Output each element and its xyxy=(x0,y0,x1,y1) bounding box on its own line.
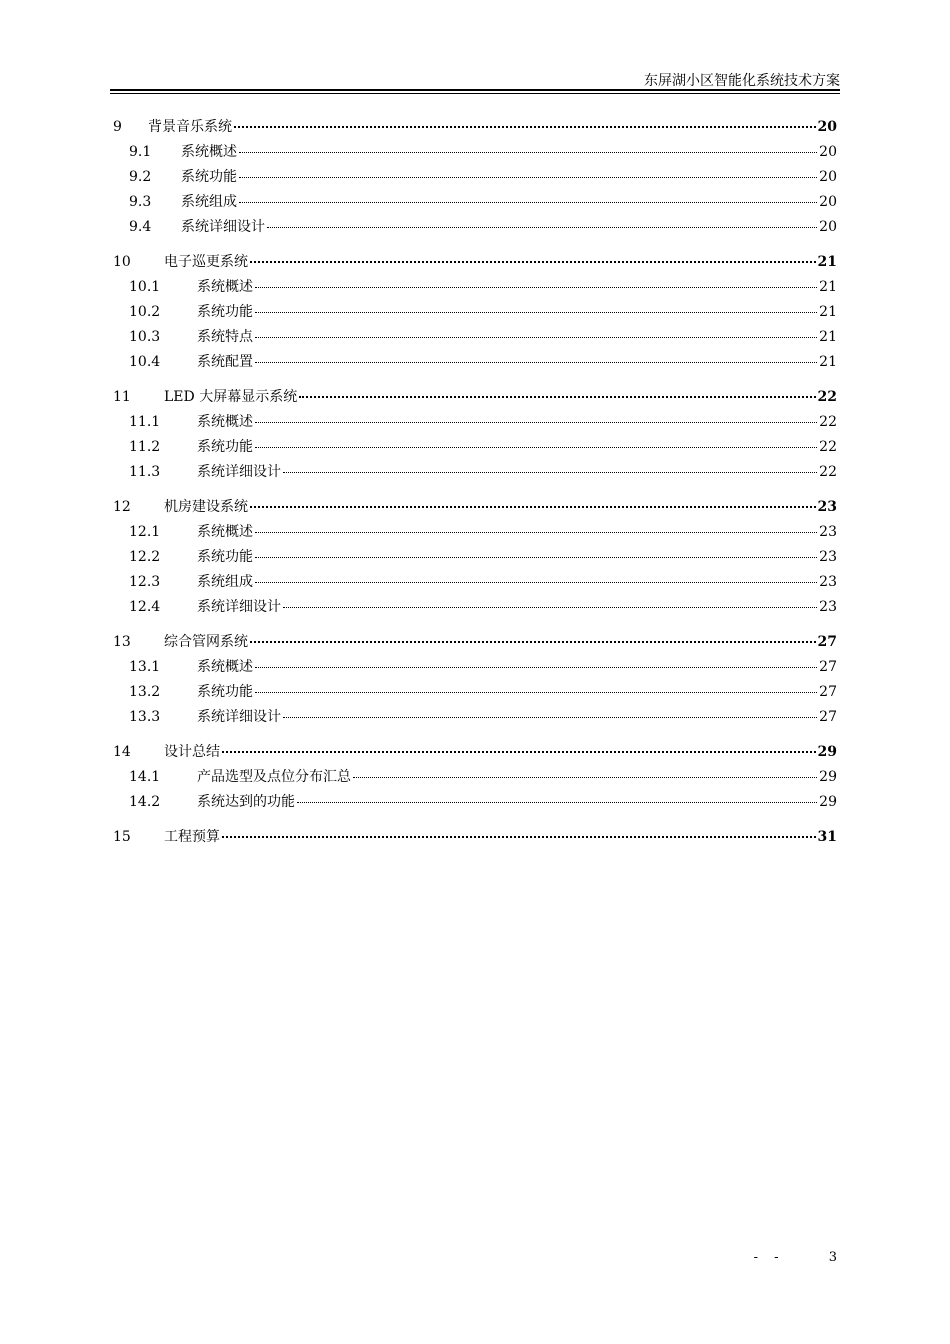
toc-entry-title: 系统详细设计 xyxy=(181,219,265,235)
toc-entry-page: 29 xyxy=(817,744,837,760)
toc-dot-leader xyxy=(255,337,817,338)
toc-dot-leader xyxy=(255,692,817,693)
toc-section-entry[interactable] xyxy=(113,461,837,486)
toc-dot-leader xyxy=(222,751,816,753)
toc-entry-number: 13.2 xyxy=(129,684,161,700)
toc-entry-title: 系统功能 xyxy=(197,684,253,700)
toc-entry-number: 14 xyxy=(113,744,131,760)
toc-section-entry[interactable] xyxy=(113,301,837,326)
toc-entry-title: 背景音乐系统 xyxy=(148,119,232,135)
toc-dot-leader xyxy=(255,582,817,583)
toc-entry-title: 系统功能 xyxy=(181,169,237,185)
toc-chapter-entry[interactable] xyxy=(113,826,837,851)
toc-entry-title: 系统功能 xyxy=(197,549,253,565)
footer-dashes: - - xyxy=(753,1250,785,1265)
toc-entry-number: 9 xyxy=(113,119,122,135)
toc-entry-page: 23 xyxy=(819,524,837,540)
toc-dot-leader xyxy=(267,227,817,228)
toc-dot-leader xyxy=(255,362,817,363)
toc-dot-leader xyxy=(283,472,817,473)
toc-entry-number: 13 xyxy=(113,634,131,650)
toc-dot-leader xyxy=(255,422,817,423)
footer-page-number: 3 xyxy=(828,1250,837,1265)
header-rule-thin xyxy=(110,93,840,94)
toc-entry-title: 产品选型及点位分布汇总 xyxy=(197,769,351,785)
toc-entry-page: 20 xyxy=(819,169,837,185)
toc-dot-leader xyxy=(255,532,817,533)
toc-entry-title: 系统详细设计 xyxy=(197,709,281,725)
toc-entry-title: 系统组成 xyxy=(181,194,237,210)
toc-entry-number: 11 xyxy=(113,389,131,405)
toc-entry-page: 20 xyxy=(819,144,837,160)
toc-chapter-entry[interactable] xyxy=(113,741,837,766)
toc-entry-page: 23 xyxy=(819,549,837,565)
toc-entry-number: 15 xyxy=(113,829,131,845)
page-footer xyxy=(754,1250,837,1265)
toc-section-entry[interactable] xyxy=(113,596,837,621)
toc-entry-title: 系统达到的功能 xyxy=(197,794,295,810)
toc-entry-number: 14.2 xyxy=(129,794,161,810)
toc-entry-number: 12.3 xyxy=(129,574,161,590)
toc-dot-leader xyxy=(222,836,816,838)
table-of-contents xyxy=(113,116,837,851)
toc-entry-number: 9.1 xyxy=(129,144,152,160)
toc-dot-leader xyxy=(239,202,817,203)
toc-entry-title: 系统概述 xyxy=(181,144,237,160)
toc-dot-leader xyxy=(239,177,817,178)
toc-entry-page: 31 xyxy=(817,829,837,845)
toc-entry-number: 9.4 xyxy=(129,219,152,235)
toc-entry-page: 22 xyxy=(819,464,837,480)
toc-entry-page: 21 xyxy=(819,279,837,295)
toc-chapter-entry[interactable] xyxy=(113,116,837,141)
toc-entry-number: 11.3 xyxy=(129,464,161,480)
toc-dot-leader xyxy=(283,717,817,718)
toc-entry-title: 系统概述 xyxy=(197,524,253,540)
toc-dot-leader xyxy=(297,802,817,803)
toc-section-entry[interactable] xyxy=(113,766,837,791)
toc-entry-number: 14.1 xyxy=(129,769,161,785)
toc-entry-title: 系统概述 xyxy=(197,279,253,295)
toc-entry-number: 10.3 xyxy=(129,329,161,345)
toc-dot-leader xyxy=(250,261,816,263)
toc-entry-page: 27 xyxy=(819,684,837,700)
toc-entry-title: 系统概述 xyxy=(197,659,253,675)
toc-entry-page: 22 xyxy=(819,439,837,455)
toc-entry-page: 27 xyxy=(819,659,837,675)
toc-entry-title: 系统组成 xyxy=(197,574,253,590)
toc-section-entry[interactable] xyxy=(113,681,837,706)
header-rule-thick xyxy=(110,89,840,91)
toc-entry-page: 21 xyxy=(819,304,837,320)
toc-entry-page: 27 xyxy=(817,634,837,650)
toc-dot-leader xyxy=(255,287,817,288)
toc-entry-title: LED 大屏幕显示系统 xyxy=(164,389,298,405)
toc-chapter-entry[interactable] xyxy=(113,251,837,276)
toc-entry-title: 综合管网系统 xyxy=(164,634,248,650)
toc-entry-title: 系统配置 xyxy=(197,354,253,370)
toc-entry-page: 21 xyxy=(819,329,837,345)
toc-dot-leader xyxy=(234,126,816,128)
toc-section-entry[interactable] xyxy=(113,191,837,216)
toc-entry-page: 23 xyxy=(819,574,837,590)
toc-entry-title: 设计总结 xyxy=(164,744,220,760)
toc-entry-title: 电子巡更系统 xyxy=(164,254,248,270)
toc-dot-leader xyxy=(353,777,817,778)
toc-entry-page: 20 xyxy=(819,194,837,210)
toc-entry-number: 11.2 xyxy=(129,439,161,455)
toc-section-entry[interactable] xyxy=(113,351,837,376)
toc-section-entry[interactable] xyxy=(113,791,837,816)
toc-entry-title: 系统详细设计 xyxy=(197,464,281,480)
toc-chapter-entry[interactable] xyxy=(113,496,837,521)
toc-entry-number: 11.1 xyxy=(129,414,161,430)
toc-entry-page: 23 xyxy=(819,599,837,615)
toc-section-entry[interactable] xyxy=(113,571,837,596)
toc-entry-title: 机房建设系统 xyxy=(164,499,248,515)
toc-section-entry[interactable] xyxy=(113,141,837,166)
toc-dot-leader xyxy=(255,667,817,668)
toc-section-entry[interactable] xyxy=(113,216,837,241)
toc-section-entry[interactable] xyxy=(113,411,837,436)
toc-dot-leader xyxy=(255,312,817,313)
toc-entry-page: 29 xyxy=(819,769,837,785)
toc-entry-title: 系统功能 xyxy=(197,304,253,320)
toc-dot-leader xyxy=(255,557,817,558)
toc-entry-number: 10 xyxy=(113,254,131,270)
toc-dot-leader xyxy=(283,607,817,608)
toc-entry-number: 10.2 xyxy=(129,304,161,320)
toc-entry-number: 13.1 xyxy=(129,659,161,675)
toc-chapter-entry[interactable] xyxy=(113,386,837,411)
toc-entry-page: 22 xyxy=(819,414,837,430)
toc-entry-title: 系统概述 xyxy=(197,414,253,430)
toc-dot-leader xyxy=(299,396,815,398)
toc-section-entry[interactable] xyxy=(113,166,837,191)
toc-entry-page: 29 xyxy=(819,794,837,810)
toc-section-entry[interactable] xyxy=(113,436,837,461)
toc-entry-title: 系统特点 xyxy=(197,329,253,345)
document-header-title: 东屏湖小区智能化系统技术方案 xyxy=(644,73,840,89)
toc-entry-page: 21 xyxy=(817,254,837,270)
toc-entry-number: 9.2 xyxy=(129,169,152,185)
toc-dot-leader xyxy=(255,447,817,448)
toc-section-entry[interactable] xyxy=(113,706,837,731)
toc-entry-number: 12.2 xyxy=(129,549,161,565)
toc-section-entry[interactable] xyxy=(113,326,837,351)
toc-dot-leader xyxy=(250,641,816,643)
toc-chapter-entry[interactable] xyxy=(113,631,837,656)
toc-entry-title: 系统功能 xyxy=(197,439,253,455)
toc-section-entry[interactable] xyxy=(113,546,837,571)
toc-entry-page: 23 xyxy=(817,499,837,515)
toc-entry-page: 20 xyxy=(817,119,837,135)
toc-entry-page: 27 xyxy=(819,709,837,725)
toc-entry-number: 10.4 xyxy=(129,354,161,370)
toc-section-entry[interactable] xyxy=(113,656,837,681)
toc-entry-number: 12.4 xyxy=(129,599,161,615)
toc-dot-leader xyxy=(239,152,817,153)
toc-entry-page: 22 xyxy=(817,389,837,405)
toc-entry-title: 系统详细设计 xyxy=(197,599,281,615)
toc-entry-title: 工程预算 xyxy=(164,829,220,845)
toc-entry-page: 20 xyxy=(819,219,837,235)
toc-entry-number: 9.3 xyxy=(129,194,152,210)
toc-section-entry[interactable] xyxy=(113,276,837,301)
toc-entry-number: 10.1 xyxy=(129,279,161,295)
toc-entry-page: 21 xyxy=(819,354,837,370)
toc-entry-number: 12 xyxy=(113,499,131,515)
toc-entry-number: 13.3 xyxy=(129,709,161,725)
toc-section-entry[interactable] xyxy=(113,521,837,546)
toc-entry-number: 12.1 xyxy=(129,524,161,540)
toc-dot-leader xyxy=(250,506,816,508)
